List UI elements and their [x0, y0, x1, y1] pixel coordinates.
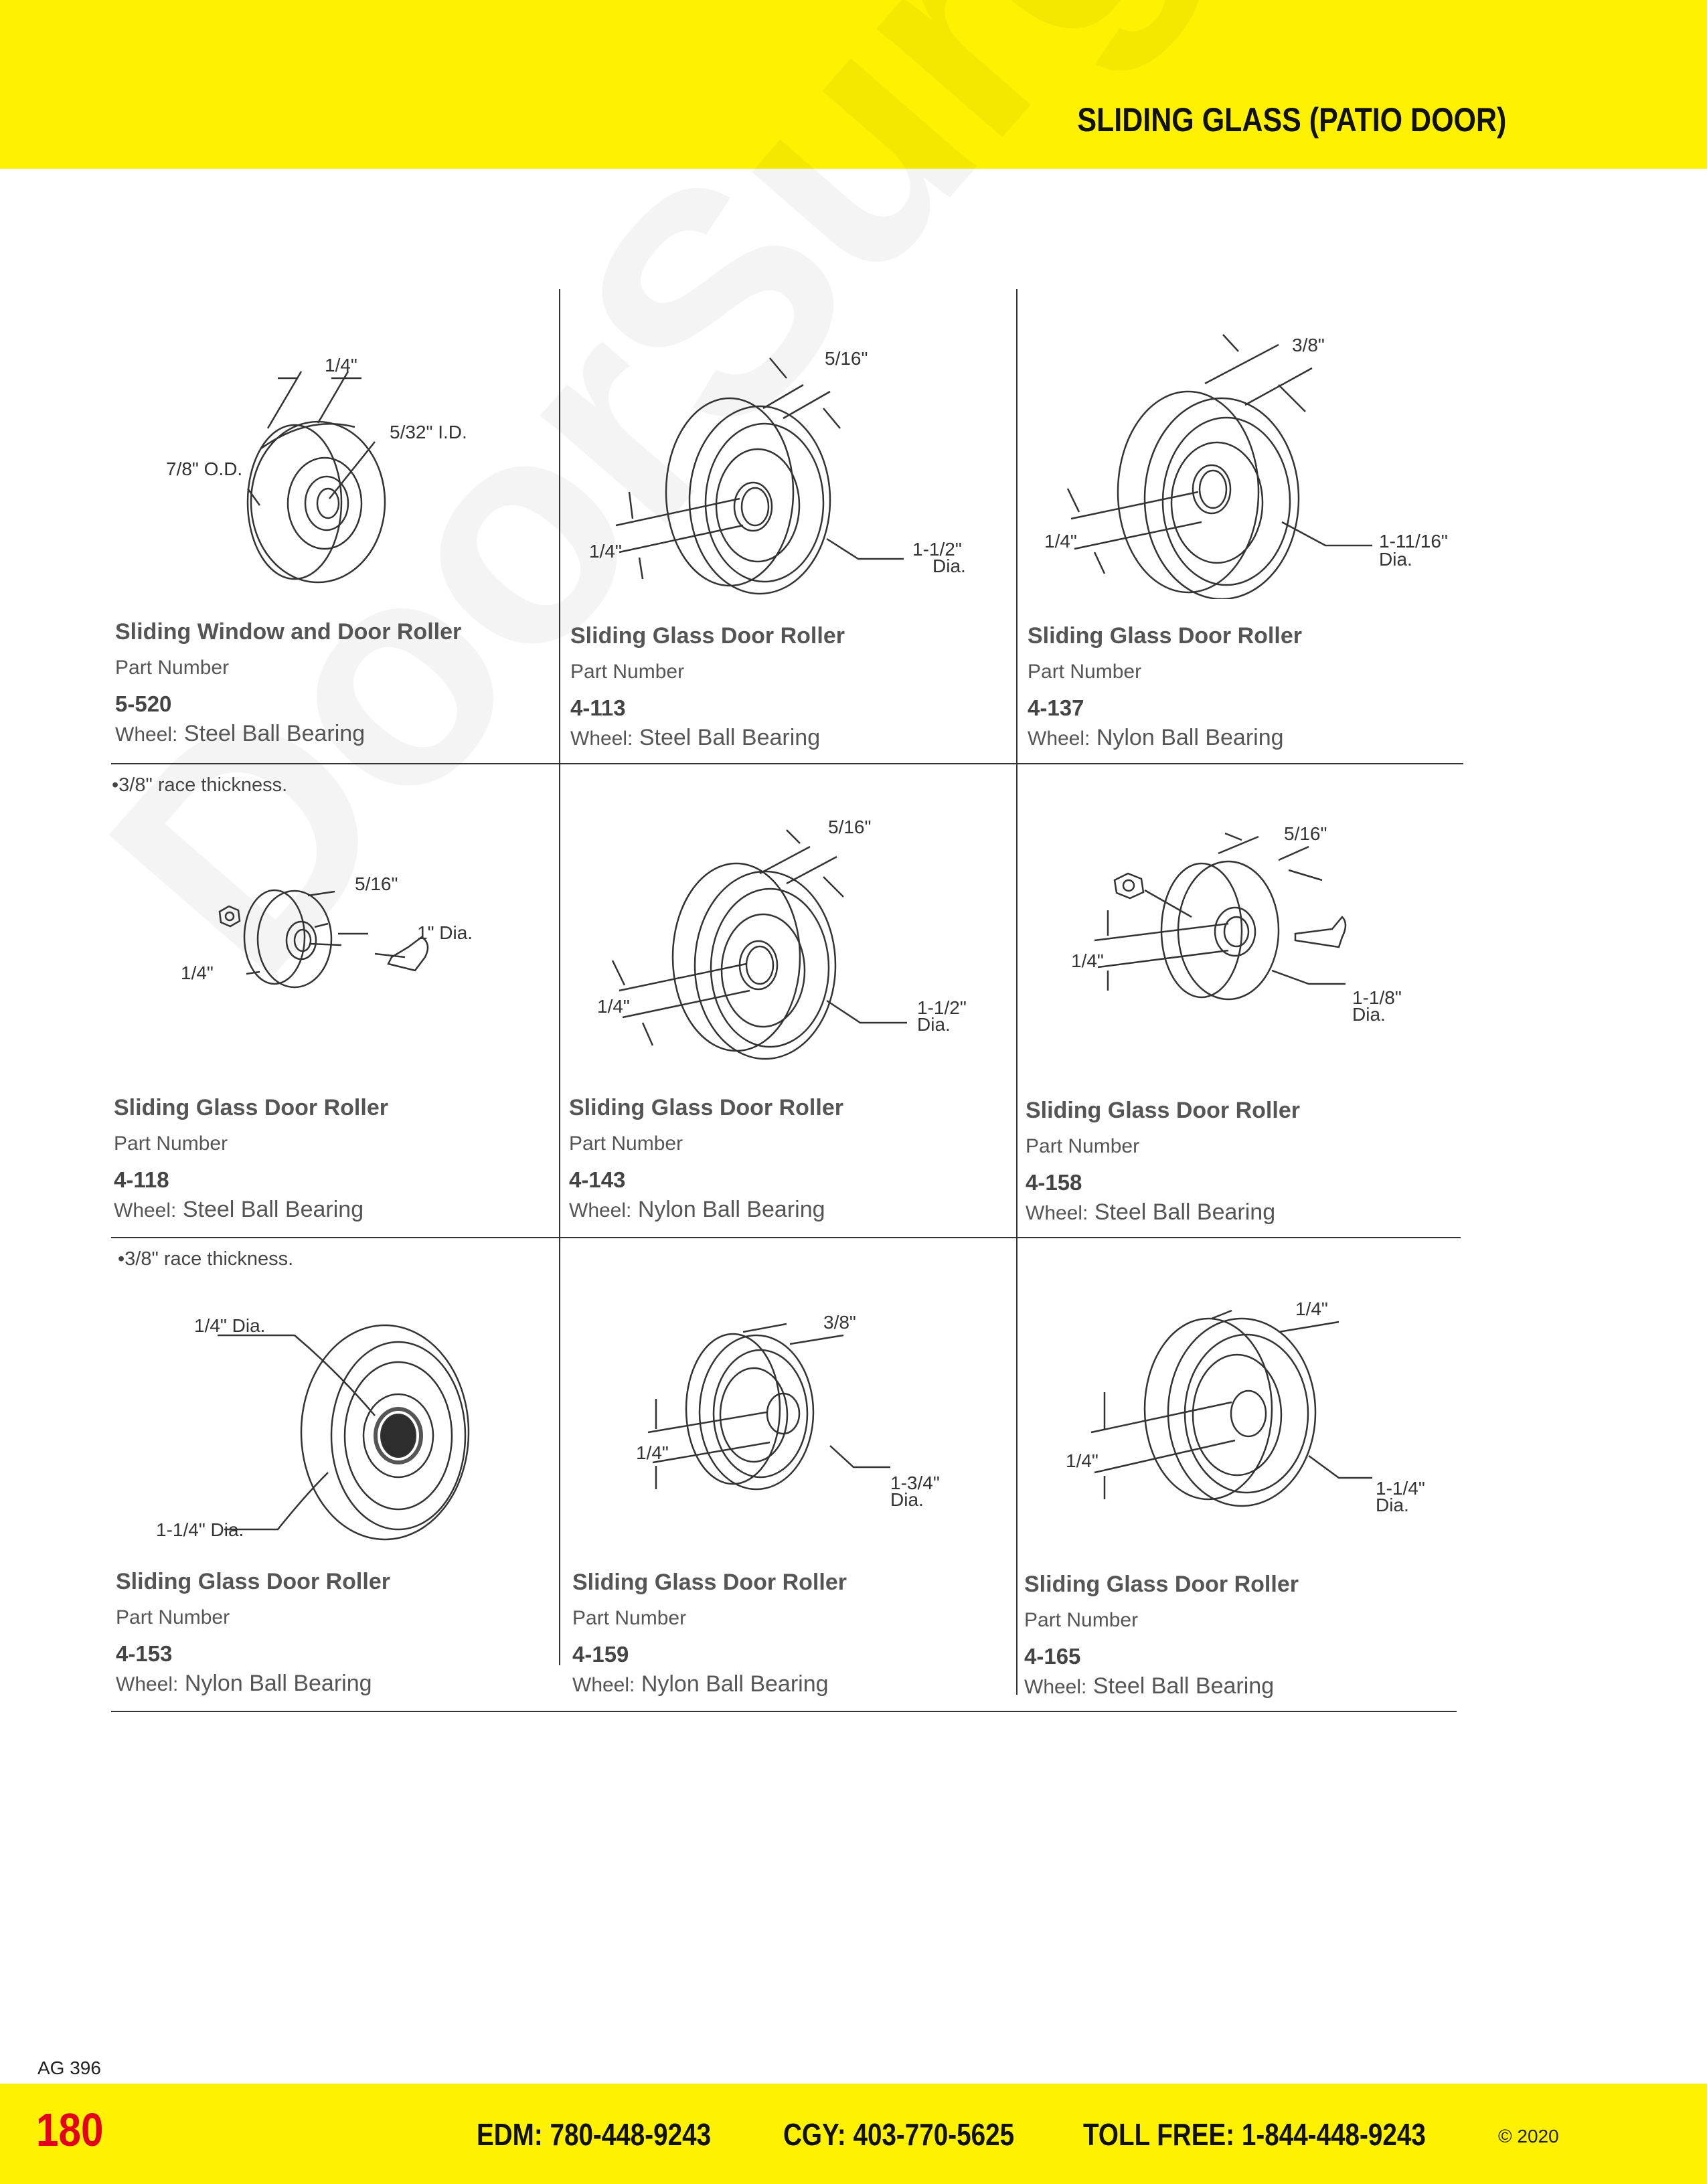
- dim-label: Dia.: [890, 1489, 924, 1510]
- dim-label: 1/4": [597, 996, 630, 1017]
- dim-label: 1/4": [1066, 1450, 1099, 1471]
- part-number: 4-153: [116, 1641, 173, 1666]
- dim-label: Dia.: [1376, 1495, 1409, 1515]
- dim-label: 1-3/4": [890, 1473, 940, 1493]
- dim-label: 5/16": [1284, 823, 1327, 844]
- part-number-label: Part Number: [569, 1132, 683, 1155]
- wheel-label: Wheel:: [1024, 1676, 1087, 1698]
- product-name: Sliding Glass Door Roller: [1026, 1098, 1300, 1123]
- wheel-label: Wheel:: [116, 1673, 179, 1695]
- dim-label: 1-1/4" Dia.: [156, 1519, 244, 1540]
- dim-label: Dia.: [932, 556, 966, 576]
- dim-label: Dia.: [1352, 1004, 1386, 1025]
- dim-label: 1/4": [1071, 950, 1104, 971]
- wheel-value: Steel Ball Bearing: [183, 721, 365, 746]
- copyright: © 2020: [1498, 2126, 1559, 2147]
- dim-label: 5/32" I.D.: [390, 422, 467, 442]
- dim-label: 3/8": [1292, 335, 1325, 355]
- part-number: 4-159: [572, 1642, 629, 1667]
- wheel-type: [1028, 725, 1284, 751]
- wheel-label: Wheel:: [114, 1199, 177, 1222]
- page-number: 180: [36, 2104, 104, 2156]
- wheel-value: Nylon Ball Bearing: [637, 1197, 825, 1222]
- wheel-value: Steel Ball Bearing: [1094, 1199, 1276, 1225]
- product-name: Sliding Glass Door Roller: [570, 623, 845, 649]
- wheel-value: Steel Ball Bearing: [639, 725, 821, 750]
- dim-label: 1-1/2": [917, 997, 967, 1018]
- part-number-label: Part Number: [572, 1607, 687, 1629]
- part-number-label: Part Number: [570, 661, 685, 683]
- part-number: 4-113: [570, 695, 626, 720]
- part-number-label: Part Number: [116, 1606, 230, 1628]
- part-number: 4-158: [1026, 1170, 1082, 1195]
- grid-hline-2: [111, 1237, 1461, 1238]
- grid-vline-2: [1016, 289, 1018, 1695]
- page-title: SLIDING GLASS (PATIO DOOR): [1076, 101, 1506, 139]
- wheel-type: [116, 1671, 372, 1697]
- part-number-label: Part Number: [114, 1132, 228, 1155]
- part-number: 4-137: [1028, 695, 1084, 720]
- roller-diagram-4-153: [151, 1305, 539, 1553]
- wheel-label: Wheel:: [1026, 1202, 1088, 1224]
- roller-diagram-4-143: [586, 810, 974, 1064]
- dim-label: 1-1/2": [912, 539, 962, 560]
- product-name: Sliding Glass Door Roller: [116, 1569, 390, 1594]
- dim-label: 1" Dia.: [417, 922, 473, 943]
- wheel-type: [572, 1671, 829, 1697]
- catalog-code: AG 396: [37, 2057, 101, 2078]
- part-number: 4-118: [114, 1167, 169, 1192]
- dim-label: Dia.: [917, 1014, 951, 1035]
- dim-label: 1/4": [636, 1442, 669, 1463]
- dim-label: 1/4": [589, 541, 622, 562]
- product-name: Sliding Glass Door Roller: [114, 1095, 388, 1120]
- wheel-label: Wheel:: [1028, 728, 1090, 750]
- grid-hline-3: [111, 1711, 1457, 1712]
- roller-diagram-4-165: [1058, 1292, 1459, 1533]
- roller-diagram-4-137: [1038, 331, 1479, 599]
- wheel-type: [115, 721, 365, 747]
- dim-label: 1-1/8": [1352, 987, 1402, 1008]
- dim-label: 1/4" Dia.: [194, 1315, 266, 1336]
- dim-label: 1-11/16": [1379, 531, 1448, 552]
- dim-label: 1-1/4": [1376, 1478, 1425, 1499]
- race-note-row2: •3/8" race thickness.: [118, 1248, 294, 1270]
- dim-label: 5/16": [355, 873, 398, 894]
- wheel-value: Nylon Ball Bearing: [1096, 725, 1284, 750]
- wheel-value: Steel Ball Bearing: [182, 1197, 364, 1222]
- wheel-value: Steel Ball Bearing: [1092, 1673, 1275, 1699]
- part-number-label: Part Number: [1024, 1609, 1139, 1631]
- wheel-label: Wheel:: [569, 1199, 632, 1222]
- dim-label: 1/4": [1295, 1298, 1328, 1319]
- dim-label: 5/16": [825, 348, 868, 369]
- part-number-label: Part Number: [1026, 1135, 1140, 1157]
- dim-label: 1/4": [1044, 531, 1077, 552]
- product-name: Sliding Glass Door Roller: [1028, 623, 1302, 649]
- part-number-label: Part Number: [115, 657, 230, 679]
- race-note-row1: •3/8" race thickness.: [112, 774, 288, 796]
- roller-diagram-4-113: [582, 345, 971, 612]
- wheel-label: Wheel:: [570, 728, 633, 750]
- dim-label: 3/8": [823, 1312, 856, 1333]
- edm-phone[interactable]: EDM: 780-448-9243: [477, 2117, 712, 2152]
- wheel-label: Wheel:: [572, 1674, 635, 1696]
- product-name: Sliding Window and Door Roller: [115, 619, 462, 645]
- dim-label: 1/4": [325, 355, 357, 375]
- dim-label: Dia.: [1379, 549, 1412, 570]
- roller-diagram-4-158: [1058, 817, 1459, 1044]
- grid-hline-1: [111, 763, 1463, 764]
- wheel-value: Nylon Ball Bearing: [641, 1671, 829, 1697]
- grid-vline-1: [559, 289, 560, 1665]
- wheel-label: Wheel:: [115, 724, 178, 746]
- wheel-type: [1024, 1673, 1274, 1699]
- part-number: 4-165: [1024, 1644, 1081, 1669]
- cgy-phone[interactable]: CGY: 403-770-5625: [783, 2117, 1015, 2152]
- product-name: Sliding Glass Door Roller: [569, 1095, 843, 1120]
- roller-diagram-4-159: [623, 1298, 971, 1526]
- roller-diagram-5-520: [154, 348, 502, 616]
- product-name: Sliding Glass Door Roller: [1024, 1572, 1299, 1597]
- product-name: Sliding Glass Door Roller: [572, 1570, 847, 1595]
- dim-label: 7/8" O.D.: [166, 458, 243, 479]
- roller-diagram-4-118: [167, 863, 515, 1031]
- wheel-value: Nylon Ball Bearing: [184, 1671, 372, 1696]
- wheel-type: [569, 1197, 825, 1223]
- part-number-label: Part Number: [1028, 661, 1142, 683]
- dim-label: 5/16": [828, 817, 872, 837]
- dim-label: 1/4": [181, 962, 214, 983]
- part-number: 4-143: [569, 1167, 626, 1192]
- wheel-type: [1026, 1199, 1275, 1226]
- part-number: 5-520: [115, 691, 172, 716]
- toll-free-phone[interactable]: TOLL FREE: 1-844-448-9243: [1083, 2117, 1426, 2152]
- wheel-type: [114, 1197, 363, 1223]
- wheel-type: [570, 725, 820, 751]
